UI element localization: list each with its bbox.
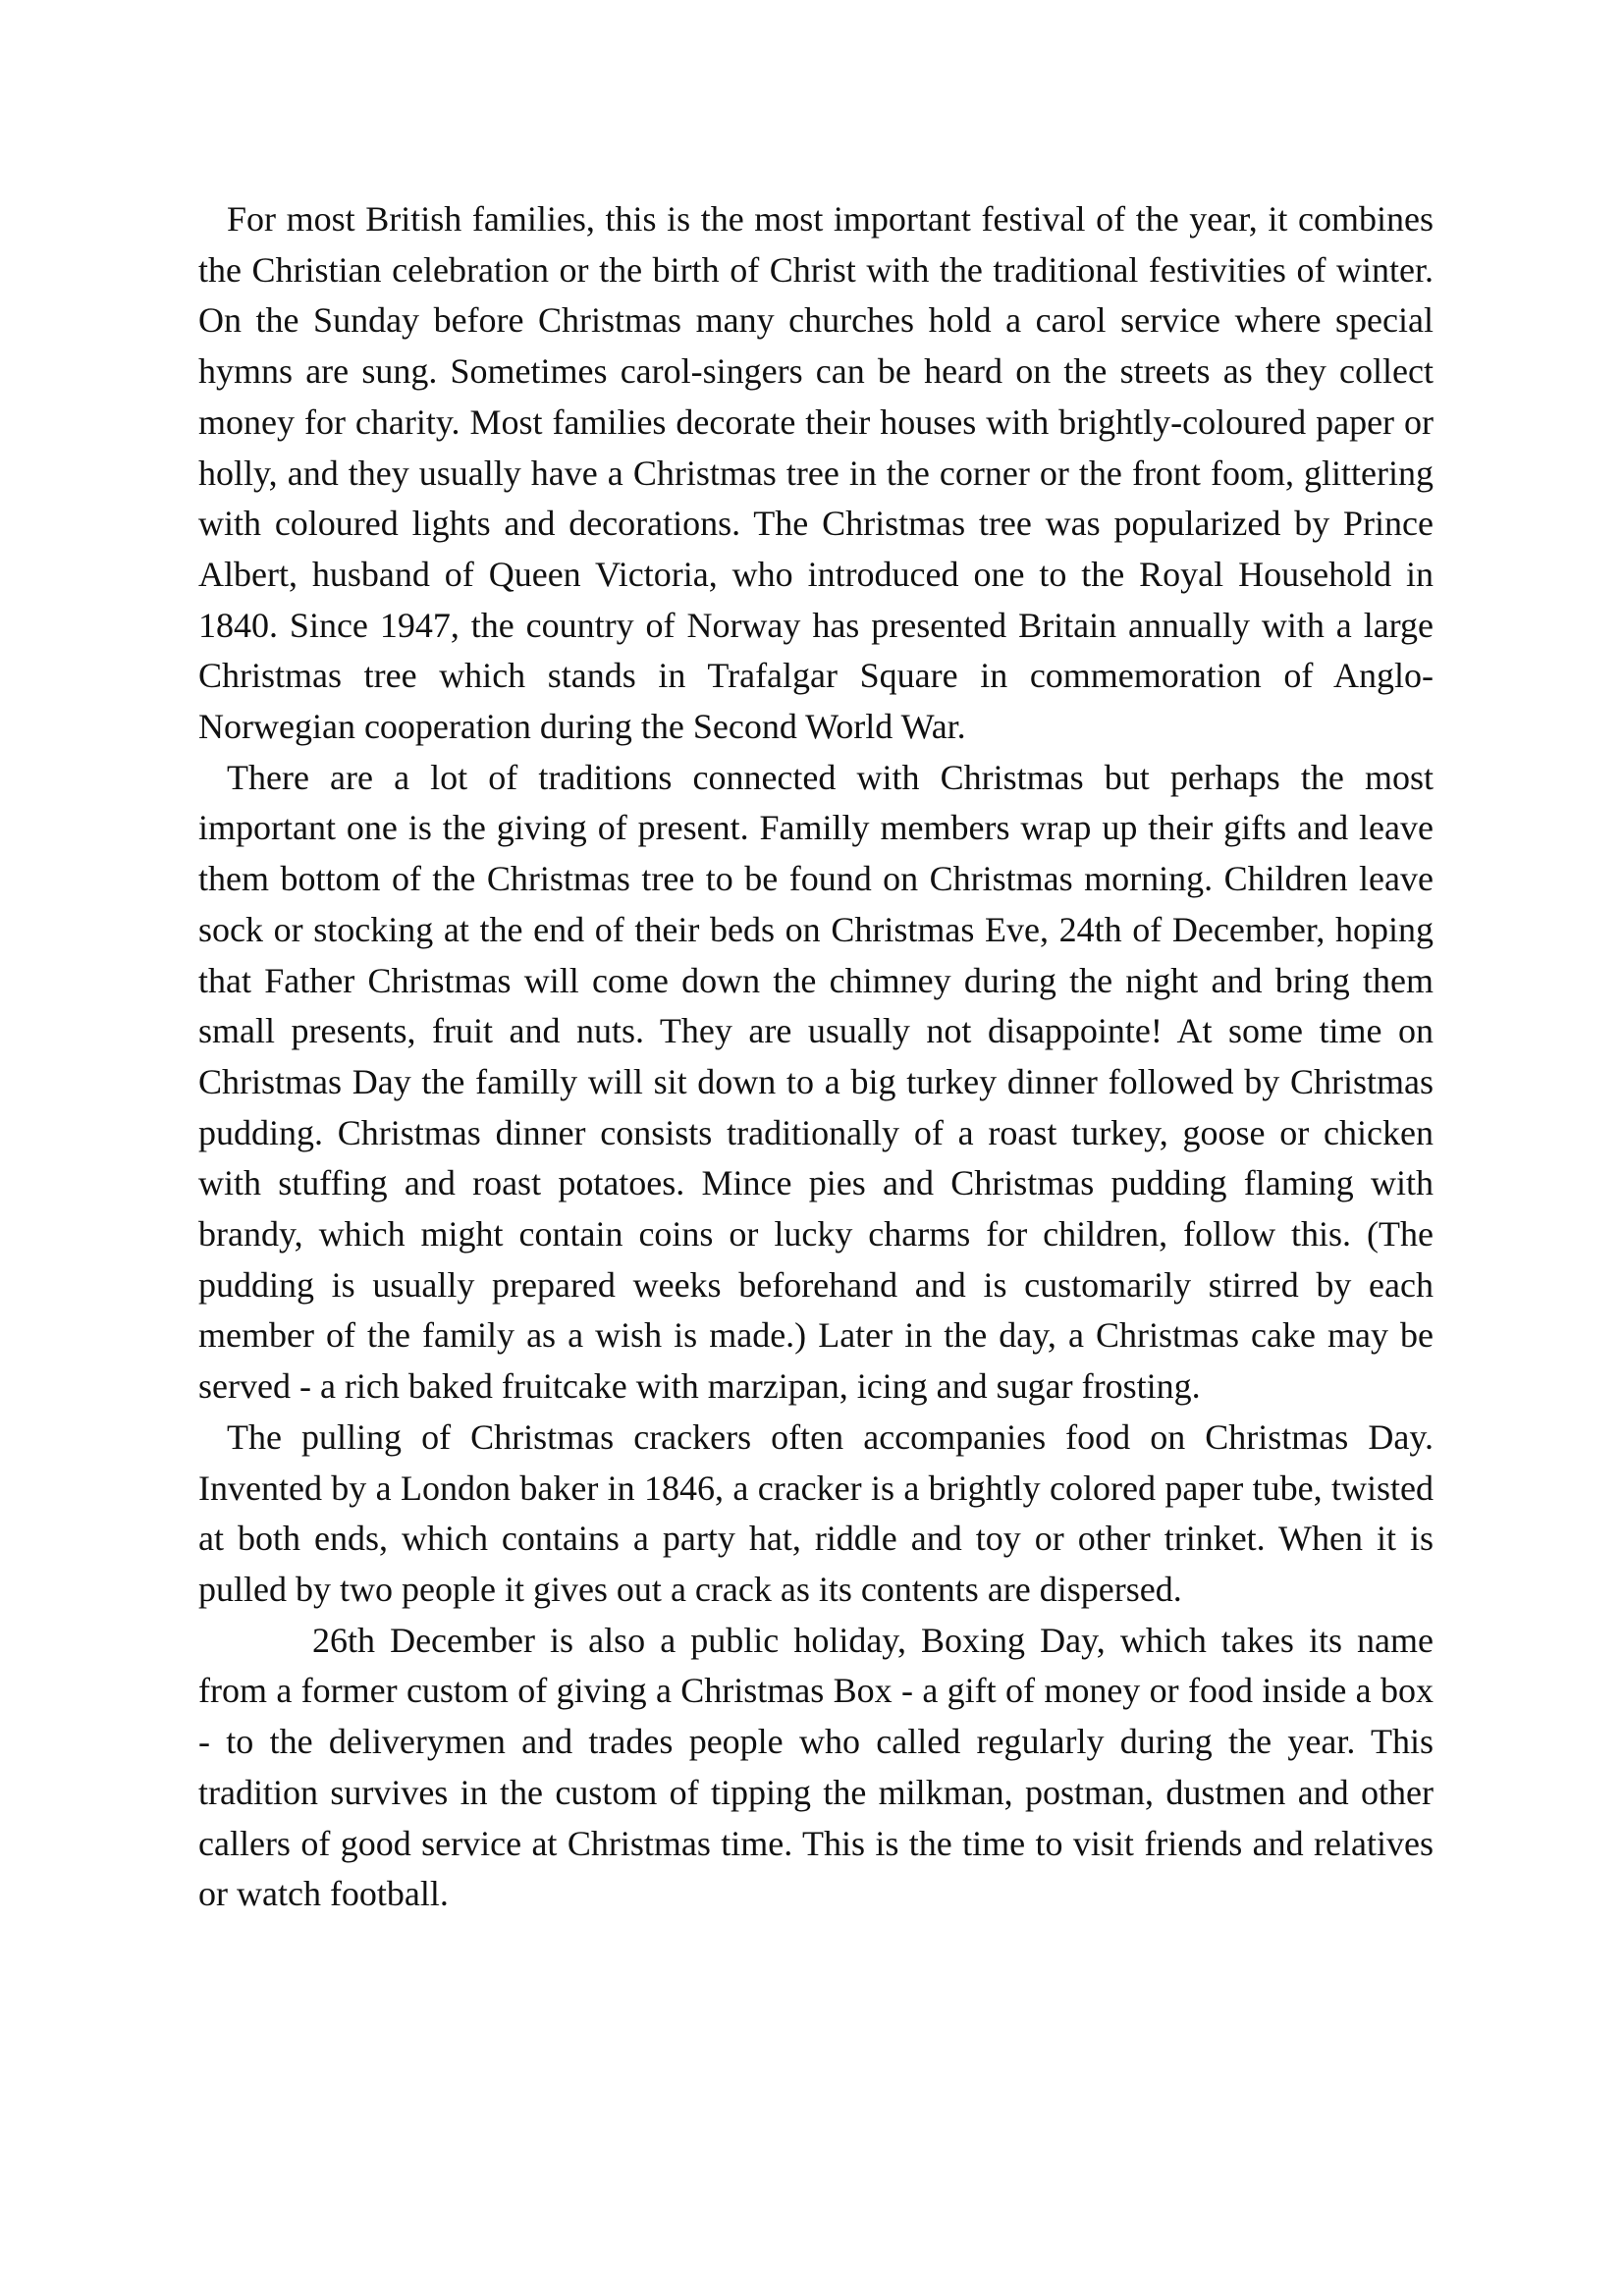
paragraph-boxing-day: 26th December is also a public holiday, Boxing Day, which takes its name from a former custom of giving a Christmas Box - a gift of money or food inside a box - to the deliverymen and trades people who called regularly during the year. This tradition survives in the custom of tipping the milkman, postman, dustmen and other callers of good service at Christmas time. This is the time to visit friends and relatives or watch football.	[198, 1620, 1434, 1914]
paragraph-christmas-traditions: There are a lot of traditions connected with Christmas but perhaps the most important one is the giving of present. Familly members wrap up their gifts and leave them bottom of the Christmas tree to be found on Christmas morning. Children leave sock or stocking at the end of their beds on Christmas Eve, 24th of December, hoping that Father Christmas will come down the chimney during the night and bring them small presents, fruit and nuts. They are usually not disappointe! At some time on Christmas Day the familly will sit down to a big turkey dinner followed by Christmas pudding. Christmas dinner consists traditionally of a roast turkey, goose or chicken with stuffing and roast potatoes. Mince pies and Christmas pudding flaming with brandy, which might contain coins or lucky charms for children, follow this. (The pudding is usually prepared weeks beforehand and is customarily stirred by each member of the family as a wish is made.) Later in the day, a Christmas cake may be served - a rich baked fruitcake with marzipan, icing and sugar frosting.	[198, 757, 1434, 1407]
paragraph-christmas-crackers: The pulling of Christmas crackers often accompanies food on Christmas Day. Invented by a London baker in 1846, a cracker is a brightly colored paper tube, twisted at both ends, which contains a party hat, riddle and toy or other trinket. When it is pulled by two people it gives out a crack as its contents are dispersed.	[198, 1416, 1434, 1609]
document-body	[198, 194, 1434, 1920]
paragraph-christmas-festival: For most British families, this is the most important festival of the year, it combines the Christian celebration or the birth of Christ with the traditional festivities of winter. On the Sunday before Christmas many churches hold a carol service where special hymns are sung. Sometimes carol-singers can be heard on the streets as they collect money for charity. Most families decorate their houses with brightly-coloured paper or holly, and they usually have a Christmas tree in the corner or the front foom, glittering with coloured lights and decorations. The Christmas tree was popularized by Prince Albert, husband of Queen Victoria, who introduced one to the Royal Household in 1840. Since 1947, the country of Norway has presented Britain annually with a large Christmas tree which stands in Trafalgar Square in commemoration of Anglo-Norwegian cooperation during the Second World War.	[198, 199, 1434, 747]
